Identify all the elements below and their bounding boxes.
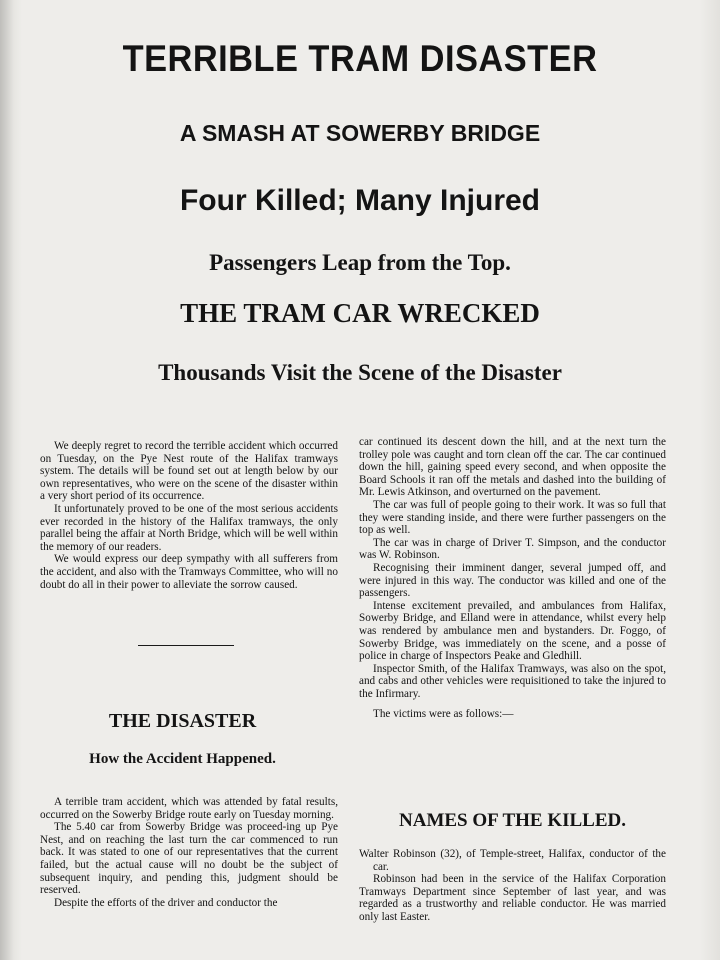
body-paragraph: car continued its descent down the hill, and at the next turn the trolley pole was caught and torn clean off the car. The car continued down the hill, gaining speed every second, and when opposite the Board Schools it ran off the metals and dashed into the building of Mr. Lewis Atkinson, and overturned on the pavement. [359, 436, 666, 499]
continued-column [359, 436, 666, 721]
victims-intro: The victims were as follows:— [373, 708, 514, 721]
subheadline-passengers-leap: Passengers Leap from the Top. [209, 250, 511, 275]
intro-paragraph: It unfortunately proved to be one of the most serious accidents ever recorded in the history of the Halifax tramways, the only parallel being the affair at North Bridge, which will be well within the memory of our readers. [40, 502, 338, 553]
section-title-killed: NAMES OF THE KILLED. [399, 810, 626, 831]
section-subtitle: How the Accident Happened. [89, 751, 276, 767]
section-divider [138, 645, 234, 646]
subheadline-car-wrecked: THE TRAM CAR WRECKED [180, 298, 540, 328]
victim-bio: Robinson had been in the service of the Halifax Corporation Tramways Department since September of last year, and was regarded as a trustworthy and reliable conductor. He was married only last Easter. [359, 873, 666, 923]
body-paragraph: Intense excitement prevailed, and ambulances from Halifax, Sowerby Bridge, and Elland were in attendance, whilst every help was rendered by ambulance men and bystanders. Dr. Foggo, of Sowerby Bridge, was immediately on the scene, and a posse of police in charge of Inspectors Peake and Gledhill. [359, 599, 666, 663]
section-title-disaster: THE DISASTER [108, 710, 257, 732]
subheadline-killed-injured: Four Killed; Many Injured [179, 184, 540, 217]
intro-paragraph: We would express our deep sympathy with all sufferers from the accident, and also with the Tramways Committee, who will no doubt do all in their power to alleviate the sorrow caused. [40, 553, 338, 591]
subheadline-smash: A SMASH AT SOWERBY BRIDGE [179, 120, 541, 146]
main-headline: TERRIBLE TRAM DISASTER [122, 38, 598, 79]
body-paragraph: A terrible tram accident, which was attended by fatal results, occurred on the Sowerby Bridge route early on Tuesday morning. [40, 796, 338, 821]
intro-paragraph: We deeply regret to record the terrible accident which occurred on Tuesday, on the Pye Nest route of the Halifax tramways system. The details will be found set out at length below by our own representatives, who were on the scene of the disaster within a very short period of its occurrence. [40, 440, 338, 503]
body-paragraph: The 5.40 car from Sowerby Bridge was proceed-ing up Pye Nest, and on reaching the last turn the car commenced to run back. It was stated to one of our representatives that the current failed, but the actual cause will no doubt be the subject of subsequent inquiry, and pending this, judgment should be reserved. [40, 821, 338, 897]
victim-entry: Walter Robinson (32), of Temple-street, Halifax, conductor of the car. [359, 848, 666, 873]
body-paragraph: Recognising their imminent danger, several jumped off, and were injured in this way. The conductor was killed and one of the passengers. [359, 561, 666, 600]
disaster-column [40, 796, 338, 909]
subheadline-thousands-visit: Thousands Visit the Scene of the Disaster [158, 360, 562, 385]
body-paragraph: Inspector Smith, of the Halifax Tramways, was also on the spot, and cabs and other vehicles were requisitioned to take the injured to the Infirmary. [359, 662, 666, 700]
killed-list [359, 848, 666, 924]
body-paragraph: The car was in charge of Driver T. Simpson, and the conductor was W. Robinson. [359, 536, 666, 562]
intro-column [40, 440, 338, 591]
body-paragraph: Despite the efforts of the driver and conductor the [54, 896, 278, 909]
body-paragraph: The car was full of people going to their work. It was so full that they were standing inside, and there were further passengers on the top as well. [359, 498, 666, 537]
